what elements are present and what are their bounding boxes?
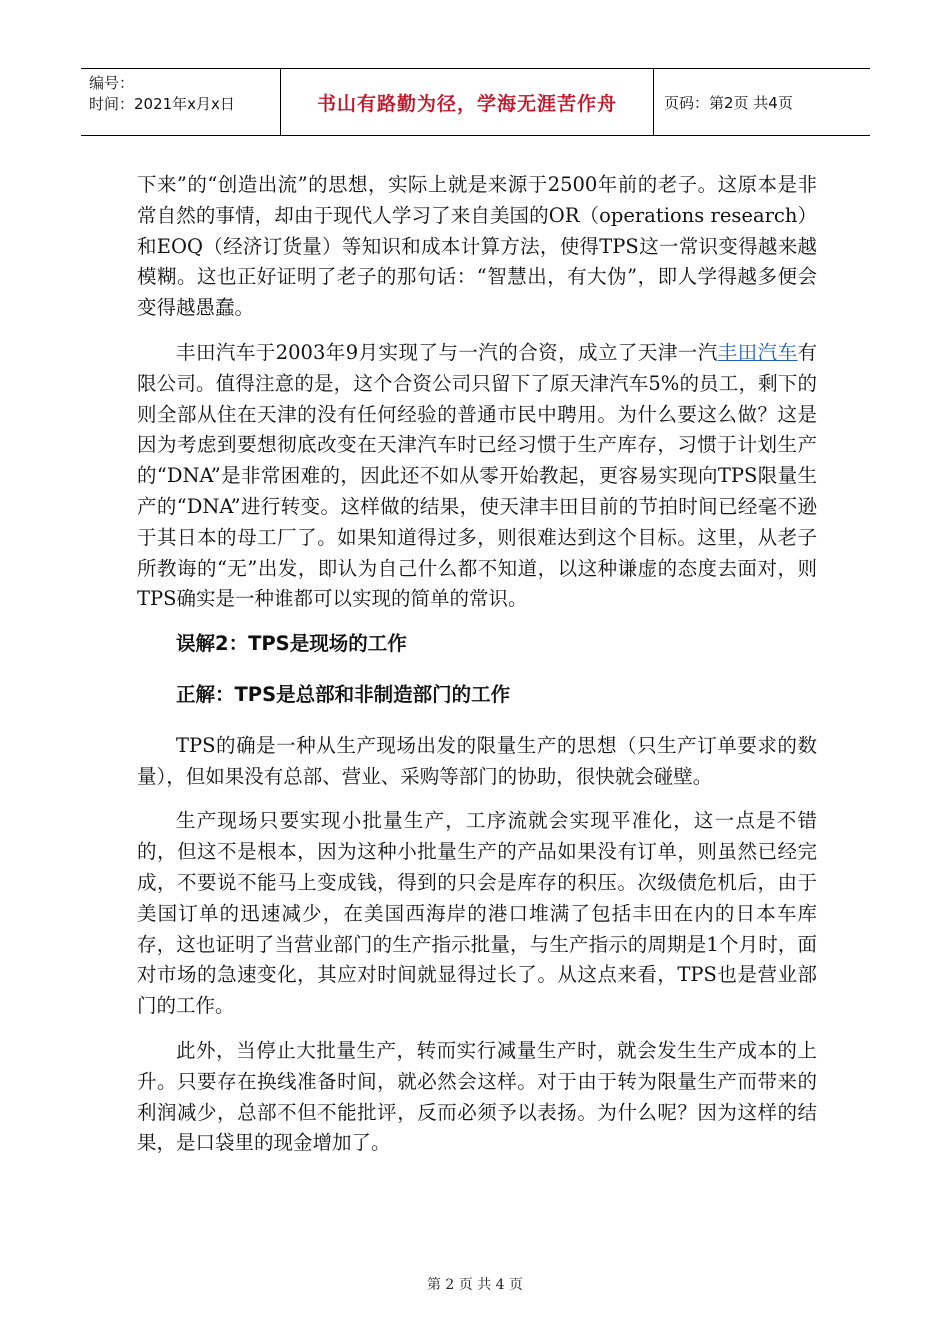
header-meta-cell — [81, 69, 281, 135]
page-info: 页码：第2页 共4页 — [664, 93, 793, 112]
paragraph-2-start: 丰田汽车于2003年9月实现了与一汽的合资，成立了天津一汽 — [176, 340, 718, 364]
footer-page-number: 第 2 页 共 4 页 — [426, 1277, 524, 1293]
motto-text: 书山有路勤为径，学海无涯苦作舟 — [316, 92, 617, 115]
paragraph-2-rest: 有限公司。值得注意的是，这个合资公司只留下了原天津汽车5%的员工，剩下的则全部从住在天津的没有任何经验的普通市民中聘用。为什么要这么做？这是因为考虑到要想彻底改变在天津汽车时已经习惯于生产库存，习惯于计划生产的“DNA”是非常困难的，因此还不如从零开始教起，更容易实现向TPS限量生产的“DNA”进行转变。这样做的结果，使天津丰田目前的节拍时间已经毫不逊于其日本的母工厂了。如果知道得过多，则很难达到这个目标。这里，从老子所教诲的“无”出发，即认为自己什么都不知道，以这种谦虚的态度去面对，则TPS确实是一种谁都可以实现的简单的常识。 — [137, 340, 817, 611]
toyota-link[interactable]: 丰田汽车 — [717, 340, 798, 364]
paragraph-2 — [137, 338, 817, 615]
document-header — [81, 68, 870, 136]
heading-misunderstanding-2: 误解2：TPS是现场的工作 — [176, 632, 407, 656]
paragraph-1: 下来”的“创造出流”的思想，实际上就是来源于2500年前的老子。这原本是非常自然的事情，却由于现代人学习了来自美国的OR（operations research）和EOQ（经济订货量）等知识和成本计算方法，使得TPS这一常识变得越来越模糊。这也正好证明了老子的那句话：“智慧出，有大伪”，即人学得越多便会变得越愚蠢。 — [137, 173, 817, 320]
paragraph-4: 生产现场只要实现小批量生产，工序流就会实现平准化，这一点是不错的，但这不是根本，因为这种小批量生产的产品如果没有订单，则虽然已经完成，不要说不能马上变成钱，得到的只会是库存的积压。次级债危机后，由于美国订单的迅速减少，在美国西海岸的港口堆满了包括丰田在内的日本车库存，这也证明了当营业部门的生产指示批量，与生产指示的周期是1个月时，面对市场的急速变化，其应对时间就显得过长了。从这点来看，TPS也是营业部门的工作。 — [137, 809, 817, 1018]
page-footer — [0, 1274, 950, 1294]
document-body — [137, 170, 817, 1173]
number-label: 编号： — [89, 74, 135, 92]
header-motto-cell — [281, 69, 654, 135]
paragraph-3: TPS的确是一种从生产现场出发的限量生产的思想（只生产订单要求的数量），但如果没有总部、营业、采购等部门的协助，很快就会碰壁。 — [137, 733, 817, 788]
header-page-cell — [654, 69, 870, 135]
paragraph-5: 此外，当停止大批量生产，转而实行减量生产时，就会发生生产成本的上升。只要存在换线准备时间，就必然会这样。对于由于转为限量生产而带来的利润减少，总部不但不能批评，反而必须予以表扬。为什么呢？因为这样的结果，是口袋里的现金增加了。 — [137, 1038, 817, 1155]
time-label: 时间：2021年x月x日 — [89, 95, 235, 113]
heading-correct-understanding: 正解：TPS是总部和非制造部门的工作 — [176, 682, 511, 706]
